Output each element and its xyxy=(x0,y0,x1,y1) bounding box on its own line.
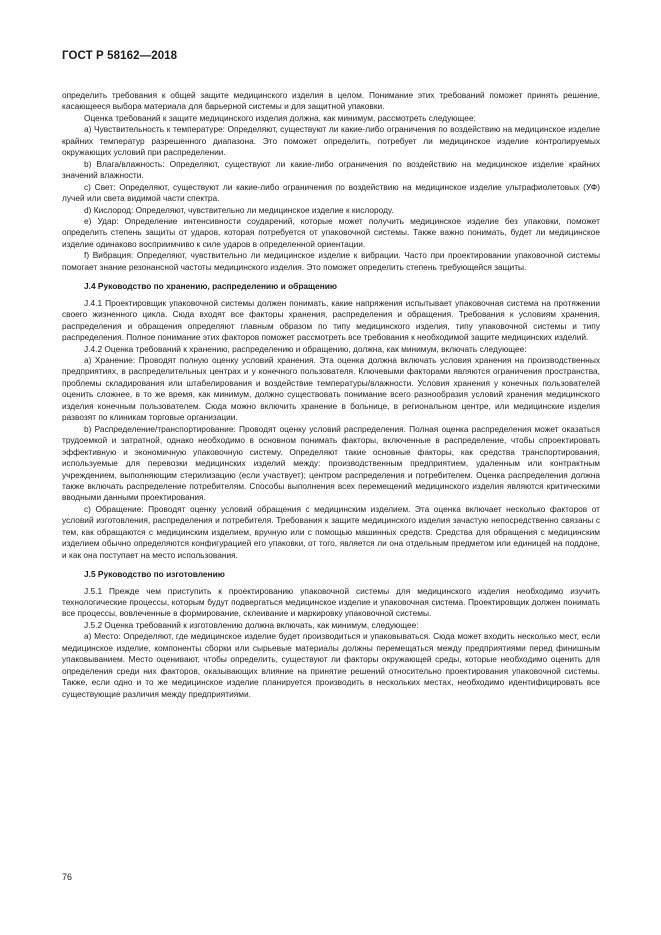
section-heading-j4: J.4 Руководство по хранению, распределению и обращению xyxy=(84,281,338,292)
paragraph: J.4.1 Проектировщик упаковочной системы должен понимать, какие напряжения испытывает упаковочная система на протяжении своего жизненного цикла. Сюда входят все факторы хранения, распределения и обращения. Требования к условиям хранения, распределения и обращения определяют главным образом по типу медицинского изделия, типу упаковочной системы и типу распределения. Полное понимание этих факторов поможет рассмотреть все требования к необходимой защите медицинских изделий. xyxy=(62,297,600,343)
paragraph: J.4.2 Оценка требований к хранению, распределению и обращению, должна, как минимум, включать следующее: xyxy=(84,343,527,354)
list-item: c) Обращение: Проводят оценку условий обращения с медицинским изделием. Эта оценка включает несколько факторов от условий изготовления, распределения и потребителя. Требования к защите медицинского изделия зачастую непосредственно связаны с тем, как обращаются с медицинским изделием, вручную или с помощью машинных средств. Средства для обращения с медицинским изделием обычно определяются конфигурацией его упаковки, от того, является ли она отдельным предметом или единицей на поддоне, и как она поступает на место использования. xyxy=(62,503,600,560)
document-page xyxy=(62,50,600,700)
list-item: d) Кислород: Определяют, чувствительно ли медицинское изделие к кислороду. xyxy=(84,204,394,215)
paragraph: J.5.1 Прежде чем приступить к проектированию упаковочной системы для медицинского изделия необходимо изучить технологические процессы, которым будут подвергаться медицинское изделие и упаковочная система. Проектировщик должен понимать все процессы, вовлеченные в формирование, склеивание и маркировку упаковочной системы. xyxy=(62,585,600,619)
list-item: c) Свет: Определяют, существуют ли какие-либо ограничения по воздействию на медицинское изделие ультрафиолетовых (УФ) лучей или света видимой части спектра. xyxy=(62,181,600,204)
list-item: f) Вибрация: Определяют, чувствительно ли медицинское изделие к вибрации. Часто при проектировании упаковочной системы помогает знание резонансной частоты медицинского изделия. Это поможет определить степень требующейся защиты. xyxy=(62,250,600,272)
list-item: a) Хранение: Проводят полную оценку условий хранения. Эта оценка должна включать условия хранения на производственных предприятиях, в распределительных центрах и у конечного пользователя. Ключевыми факторами являются ограничения пространства, проблемы складирования или штабелирования и воздействие температуры/влажности. Условия хранения у конечных пользователей оценить сложнее, в то же время, как минимум, должно существовать понимание всего разнообразия условий хранения медицинского изделия конечным пользователем. Сюда можно включить хранение в больнице, в региональном центре, или медицинские изделия развозят по клиникам торговые организации. xyxy=(62,354,600,423)
document-body xyxy=(62,90,600,700)
paragraph: определить требования к общей защите медицинского изделия в целом. Понимание этих требований поможет принять решение, касающееся выбора материала для барьерной системы и для защитной упаковки. xyxy=(62,90,600,112)
paragraph: Оценка требований к защите медицинского изделия должна, как минимум, рассмотреть следующее: xyxy=(84,112,476,123)
list-item: e) Удар: Определение интенсивности соударений, которые может получить медицинское изделие без упаковки, поможет определить степень защиты от ударов, которая потребуется от упаковочной системы. Также важно понимать, будет ли медицинское изделие одинаково восприимчиво к силе ударов в определенной ориентации. xyxy=(62,215,600,249)
page-number: 76 xyxy=(62,872,73,882)
paragraph: J.5.2 Оценка требований к изготовлению должна включать, как минимум, следующее: xyxy=(84,619,419,630)
section-heading-j5: J.5 Руководство по изготовлению xyxy=(84,569,225,580)
document-header: ГОСТ Р 58162—2018 xyxy=(62,50,178,62)
list-item: a) Место: Определяют, где медицинское изделие будет производиться и упаковываться. Сюда может входить несколько мест, если медицинское изделие, компоненты сборки или сырьевые материалы должны перемещаться между предприятиями перед финишным упаковыванием. Место оценивают, чтобы определить, существуют ли факторы окружающей среды, которые необходимо оценить для определения среди них факторов, оказывающих влияние на принятие решений относительно проектирования упаковочной системы. Также, если одно и то же медицинское изделие планируется производить в нескольких местах, необходимо идентифицировать все существующие различия между предприятиями. xyxy=(62,631,600,699)
list-item: a) Чувствительность к температуре: Определяют, существуют ли какие-либо ограничения по воздействию на медицинское изделие крайних температур разрешенного диапазона. Это поможет определить, потребует ли медицинское изделие контролируемых окружающих условий при распределении. xyxy=(62,124,600,158)
list-item: b) Распределение/транспортирование: Проводят оценку условий распределения. Полная оценка распределения может оказаться трудоемкой и затратной, однако необходимо в основном понимать факторы, включенные в распределение, чтобы спроектировать эффективную и экономичную упаковочную систему. Определяют такие основные факторы, как средства транспортирования, используемые для перевозки медицинских изделий между: производственным предприятием, удаленным или контрактным учреждением, выполняющим стерилизацию (если участвует); центром распределения и потребителем. Оценка распределения должна также включать распределение потребителям. Способы выполнения всех перемещений медицинского изделия являются критическими вводными данными проектирования. xyxy=(62,423,600,503)
list-item: b) Влага/влажность: Определяют, существуют ли какие-либо ограничения по воздействию на медицинское изделие крайних значений влажности. xyxy=(62,158,600,181)
